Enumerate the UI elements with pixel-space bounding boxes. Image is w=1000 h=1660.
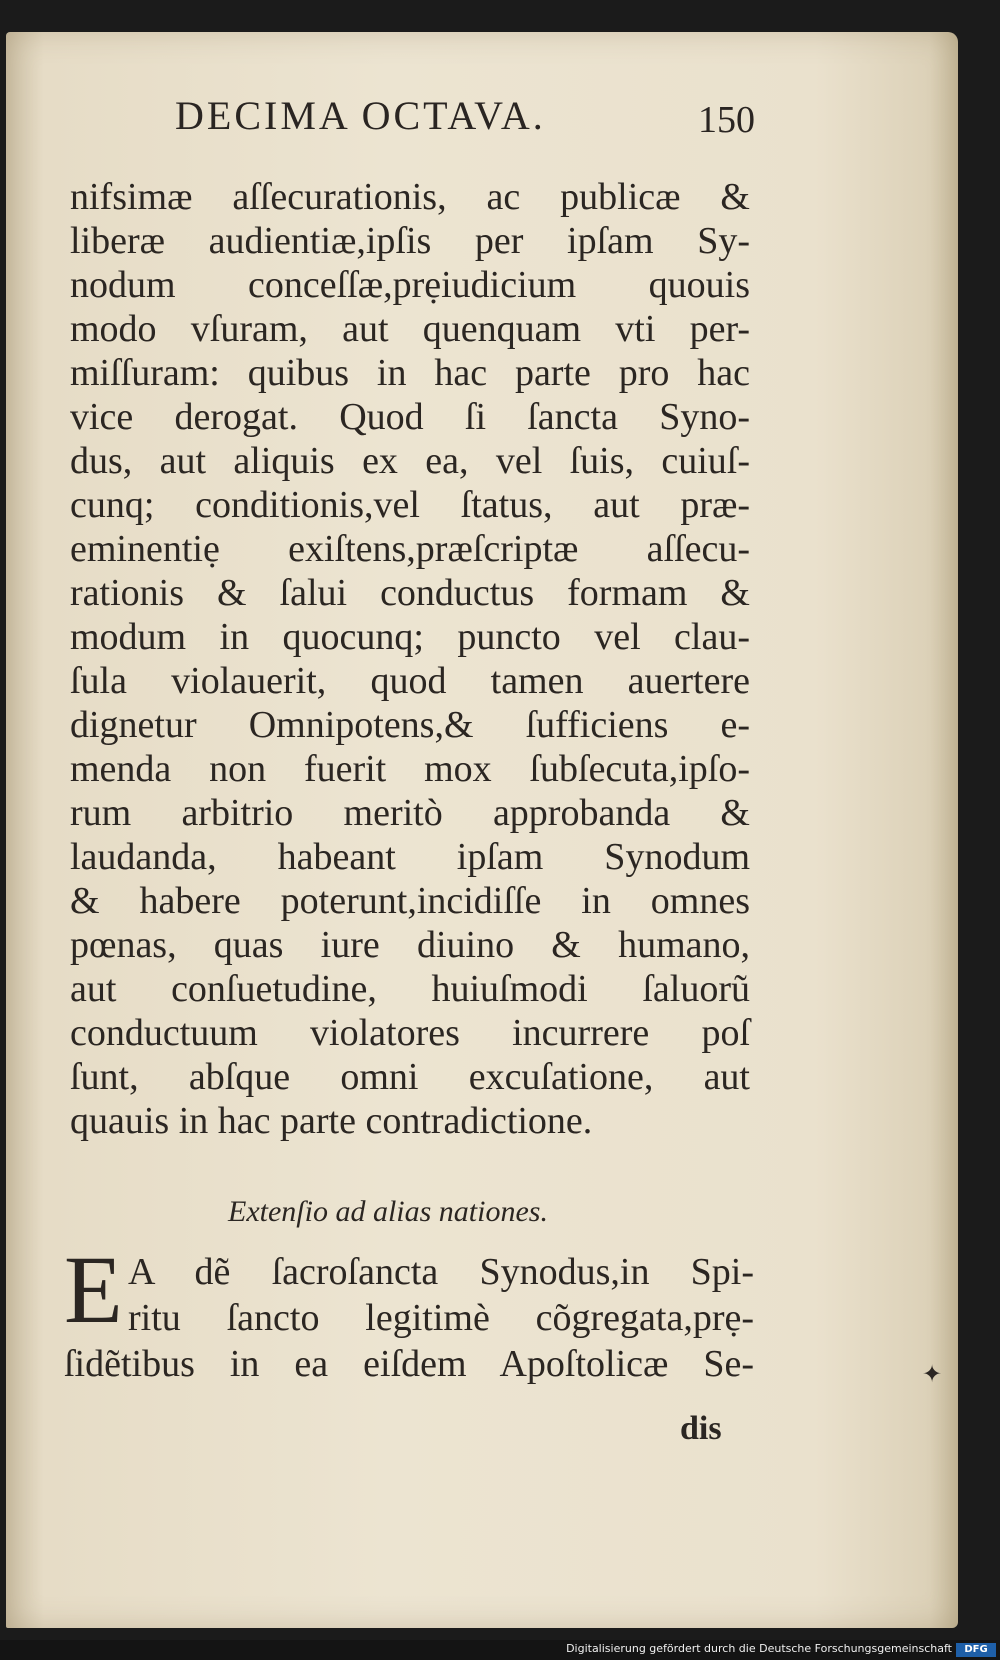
text-line: dus, aut aliquis ex ea, vel ſuis, cuiuſ-: [70, 440, 750, 482]
folio-number: 150: [698, 99, 755, 141]
running-head: DECIMA OCTAVA.: [175, 93, 546, 138]
dfg-logo: DFG: [956, 1643, 996, 1657]
text-line: rationis & ſalui conductus formam &: [70, 572, 750, 614]
text-line: vice derogat. Quod ſi ſancta Syno-: [70, 396, 750, 438]
text-line: modo vſuram, aut quenquam vti per-: [70, 308, 750, 350]
section-heading: Extenſio ad alias nationes.: [228, 1195, 548, 1228]
text-line: pœnas, quas iure diuino & humano,: [70, 924, 750, 966]
main-text-block: [70, 175, 750, 1143]
text-line: ſidẽtibus in ea eiſdem Apoſtolicæ Se-: [64, 1343, 754, 1385]
text-line: aut conſuetudine, huiuſmodi ſaluorũ: [70, 968, 750, 1010]
text-line: rum arbitrio meritò approbanda &: [70, 792, 750, 834]
text-line: ſunt, abſque omni excuſatione, aut: [70, 1056, 750, 1098]
text-line: dignetur Omnipotens,& ſufficiens e-: [70, 704, 750, 746]
section-text-block: [64, 1236, 754, 1460]
catchword: dis: [680, 1410, 722, 1447]
text-line: quauis in hac parte contradictione.: [70, 1100, 593, 1142]
text-line: conductuum violatores incurrere poſ: [70, 1012, 750, 1054]
text-line: nifsimæ aſſecurationis, ac publicæ &: [70, 176, 750, 218]
text-line: liberæ audientiæ,ipſis per ipſam Sy-: [70, 220, 750, 262]
text-line: menda non fuerit mox ſubſecuta,ipſo-: [70, 748, 750, 790]
funding-credit: Digitalisierung gefördert durch die Deutsche Forschungsgemeinschaft: [566, 1642, 952, 1655]
text-line: laudanda, habeant ipſam Synodum: [70, 836, 750, 878]
text-line: miſſuram: quibus in hac parte pro hac: [70, 352, 750, 394]
text-line: modum in quocunq; puncto vel clau-: [70, 616, 750, 658]
text-line: eminentiẹ exiſtens,præſcriptæ aſſecu-: [70, 528, 750, 570]
page-header: [175, 92, 755, 152]
text-line: nodum conceſſæ,prẹiudicium quouis: [70, 264, 750, 306]
text-line: ritu ſancto legitimè cõgregata,prẹ-: [128, 1297, 754, 1339]
text-line: & habere poterunt,incidiſſe in omnes: [70, 880, 750, 922]
drop-initial: E: [64, 1236, 123, 1343]
text-line: cunq; conditionis,vel ſtatus, aut præ-: [70, 484, 750, 526]
margin-mark-icon: ✦: [922, 1360, 943, 1388]
text-line: A dẽ ſacroſancta Synodus,in Spi-: [128, 1251, 754, 1293]
text-line: ſula violauerit, quod tamen auertere: [70, 660, 750, 702]
